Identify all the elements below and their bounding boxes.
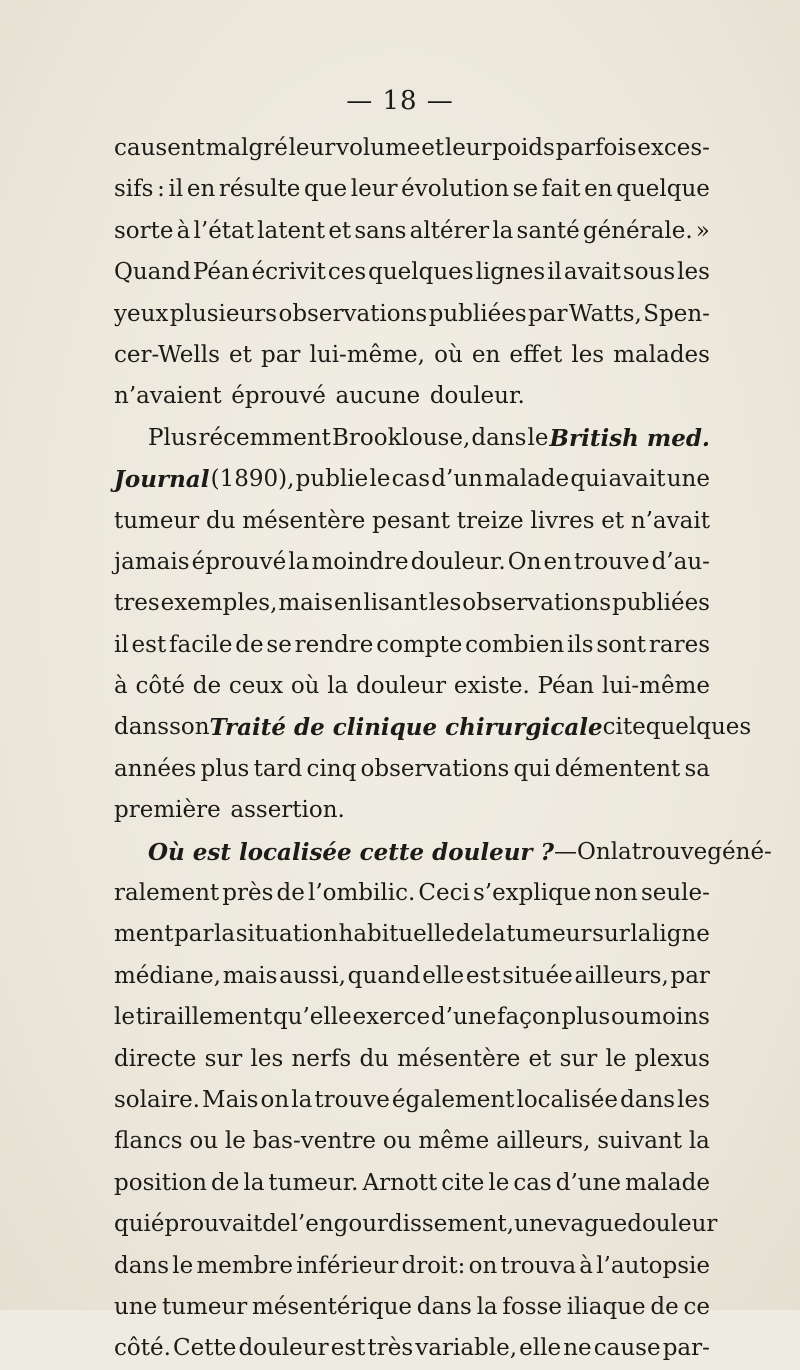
word: non: [594, 880, 638, 907]
word: se: [266, 631, 292, 658]
word: aucune: [335, 383, 421, 410]
word: mais: [222, 962, 278, 989]
word: British med.: [549, 424, 710, 452]
word: Plus: [148, 424, 198, 451]
word: du: [206, 507, 236, 534]
word: par: [260, 341, 301, 368]
word: cite: [441, 1169, 485, 1196]
page-number: — 18 —: [346, 86, 454, 116]
body-text: [114, 128, 772, 1370]
word: les: [250, 1045, 284, 1072]
word: en: [584, 176, 613, 203]
word: mésentère: [397, 1045, 521, 1072]
word: se: [512, 176, 539, 203]
word: moins: [640, 1004, 710, 1031]
word: de: [192, 673, 222, 700]
word: malade: [625, 1169, 710, 1196]
word: Péan: [537, 673, 595, 700]
word: aussi,: [279, 962, 346, 989]
word: la: [243, 1169, 265, 1196]
word: combien: [465, 631, 565, 658]
word: Arnott: [362, 1169, 438, 1196]
word: avait: [563, 259, 621, 286]
word: localisée: [516, 1086, 619, 1113]
word: plus: [200, 755, 250, 782]
word: éprouvé: [231, 383, 326, 410]
word: —: [554, 838, 578, 865]
word: variable,: [415, 1335, 518, 1362]
word: s’explique: [472, 880, 592, 907]
word: suivant: [597, 1128, 682, 1155]
word: cite: [602, 714, 646, 741]
word: ment: [114, 921, 174, 948]
word: générale.: [582, 217, 693, 244]
word: ailleurs,: [496, 1128, 591, 1155]
word: Mais: [202, 1086, 259, 1113]
word: tard: [253, 755, 303, 782]
word: on: [468, 1252, 498, 1279]
word: la: [484, 921, 506, 948]
word: démentent: [554, 755, 681, 782]
word: les: [571, 341, 605, 368]
word: il: [547, 259, 562, 286]
word: de: [211, 1169, 240, 1196]
word: son: [169, 714, 210, 741]
word: géné-: [707, 838, 772, 865]
word: membre: [196, 1252, 293, 1279]
word: de: [455, 921, 485, 948]
word: tumeur: [114, 507, 200, 534]
word: la: [492, 217, 514, 244]
word: assertion.: [230, 797, 345, 824]
word: trouve: [314, 1086, 390, 1113]
word: lignes: [475, 259, 546, 286]
word: la: [476, 1293, 498, 1320]
text-line: [114, 1287, 710, 1328]
word: malade: [484, 466, 570, 493]
word: quelque: [616, 176, 710, 203]
word: yeux: [114, 300, 169, 327]
word: tumeur: [506, 921, 592, 948]
word: en: [543, 548, 572, 575]
word: douleur: [238, 1335, 329, 1362]
word: façon: [496, 1004, 561, 1031]
word: de: [262, 1211, 291, 1238]
word: l’autopsie: [596, 1252, 710, 1279]
word: :: [157, 176, 165, 203]
word: l’état: [193, 217, 255, 244]
word: observations: [278, 300, 428, 327]
word: leur: [444, 135, 492, 161]
word: fosse: [502, 1293, 562, 1320]
word: Quand: [114, 259, 191, 286]
word: cas: [513, 1169, 552, 1196]
word: la: [327, 673, 349, 700]
text-line: [114, 128, 710, 169]
word: lui-même: [601, 673, 710, 700]
word: que: [303, 176, 348, 203]
word: livres: [530, 507, 595, 534]
word: mésentérique: [252, 1293, 413, 1320]
text-line: [114, 1121, 710, 1162]
word: fait: [541, 176, 581, 203]
word: Spen-: [643, 300, 710, 327]
word: Péan: [192, 259, 250, 286]
word: quand: [347, 962, 421, 989]
word: dans: [416, 1293, 472, 1320]
text-line: [114, 832, 772, 873]
word: lisant: [363, 590, 428, 617]
text-line: [114, 1204, 718, 1245]
text-line: [114, 666, 710, 707]
word: tumeur.: [268, 1169, 359, 1196]
word: en: [471, 341, 501, 368]
word: habituelle: [338, 921, 456, 948]
word: sorte: [114, 217, 174, 244]
word: santé: [516, 217, 580, 244]
word: sur: [559, 1045, 598, 1072]
word: latent: [257, 217, 326, 244]
word: ils: [567, 631, 594, 658]
word: les: [677, 1086, 710, 1113]
word: sans: [354, 217, 407, 244]
word: par: [174, 921, 214, 948]
text-line: [114, 169, 710, 210]
word: en: [186, 176, 216, 203]
word: observations: [360, 755, 510, 782]
word: plus: [561, 1004, 611, 1031]
word: sur: [592, 921, 630, 948]
word: Ceci: [418, 880, 470, 907]
text-line: [114, 914, 710, 955]
word: mésentère: [242, 507, 366, 534]
word: côté: [135, 673, 186, 700]
word: à: [114, 673, 128, 700]
word: est: [131, 631, 167, 658]
text-line: [114, 1163, 710, 1204]
word: cas: [391, 466, 431, 493]
word: première: [114, 797, 221, 824]
word: le: [605, 1045, 627, 1072]
word: jamais: [114, 548, 190, 575]
word: qu’elle: [272, 1004, 352, 1031]
word: n’avaient: [114, 383, 222, 410]
word: elle: [422, 962, 465, 989]
word: droit:: [401, 1252, 466, 1279]
word: volume: [336, 135, 421, 161]
word: médiane,: [114, 962, 221, 989]
word: dans: [471, 424, 527, 451]
word: situation: [235, 921, 338, 948]
text-line: [114, 1039, 710, 1080]
word: douleur: [356, 673, 447, 700]
word: elle: [519, 1335, 562, 1362]
word: mais: [278, 590, 334, 617]
word: (1890),: [210, 466, 295, 493]
word: ceux: [228, 673, 284, 700]
word: l’engourdissement,: [290, 1211, 515, 1238]
word: bas-ventre: [252, 1128, 377, 1155]
word: sa: [684, 755, 710, 782]
word: iliaque: [566, 1293, 646, 1320]
word: ou: [610, 1004, 640, 1031]
word: sifs: [114, 176, 154, 203]
word: la: [630, 921, 652, 948]
word: il: [168, 176, 184, 203]
word: tumeur: [161, 1293, 248, 1320]
word: observations: [462, 590, 612, 617]
text-line: [114, 1246, 710, 1287]
text-line: [114, 1080, 710, 1121]
word: années: [114, 755, 197, 782]
word: est: [465, 962, 501, 989]
word: une: [114, 1293, 158, 1320]
word: tres: [114, 590, 160, 617]
word: quelques: [368, 259, 474, 286]
word: la: [214, 921, 236, 948]
word: facile: [169, 631, 233, 658]
word: est: [330, 1335, 366, 1362]
word: avait: [608, 466, 666, 493]
word: moindre: [311, 548, 409, 575]
word: on: [260, 1086, 290, 1113]
word: malgré: [205, 135, 288, 161]
word: une: [666, 466, 710, 493]
word: nerfs: [291, 1045, 352, 1072]
word: Cette: [173, 1335, 237, 1362]
word: il: [114, 631, 129, 658]
word: qui: [570, 466, 608, 493]
word: évolution: [401, 176, 510, 203]
text-line: [114, 501, 710, 542]
word: le: [488, 1169, 510, 1196]
word: d’un: [431, 466, 483, 493]
word: trouve: [573, 548, 650, 575]
word: vague: [557, 1211, 628, 1238]
word: cer-Wells: [114, 341, 220, 368]
word: compte: [376, 631, 463, 658]
word: rendre: [294, 631, 374, 658]
word: quelques: [645, 714, 752, 741]
word: côté.: [114, 1335, 171, 1362]
word: tiraillement: [135, 1004, 273, 1031]
word: qui: [513, 755, 551, 782]
word: douleur: [627, 1211, 718, 1238]
word: malades: [613, 341, 710, 368]
text-line: [114, 583, 710, 624]
word: le: [527, 424, 549, 451]
word: la: [288, 548, 310, 575]
word: flancs: [114, 1128, 183, 1155]
text-line: [114, 873, 710, 914]
word: près: [222, 880, 274, 907]
word: rares: [648, 631, 710, 658]
text-line: [114, 956, 710, 997]
text-line: [114, 707, 752, 748]
word: douleur.: [410, 548, 506, 575]
word: sur: [204, 1045, 243, 1072]
word: exerce: [352, 1004, 431, 1031]
word: parfois: [555, 135, 637, 161]
word: résulte: [218, 176, 301, 203]
word: position: [114, 1169, 207, 1196]
word: Brooklouse,: [332, 424, 471, 451]
text-line: [114, 1328, 710, 1369]
word: solaire.: [114, 1086, 200, 1113]
word: et: [229, 341, 252, 368]
word: une: [514, 1211, 558, 1238]
word: du: [359, 1045, 389, 1072]
word: et: [601, 507, 625, 534]
word: les: [428, 590, 462, 617]
word: altérer: [409, 217, 490, 244]
word: par: [528, 300, 568, 327]
word: seule-: [640, 880, 710, 907]
word: leur: [350, 176, 398, 203]
text-line: [114, 542, 710, 583]
word: douleur.: [429, 383, 525, 410]
word: »: [695, 217, 710, 244]
word: cause: [593, 1335, 661, 1362]
word: par: [670, 962, 710, 989]
word: dans: [114, 1252, 170, 1279]
word: ce: [683, 1293, 710, 1320]
word: où: [290, 673, 320, 700]
text-line: [114, 211, 710, 252]
word: en: [333, 590, 363, 617]
word: ralement: [114, 880, 220, 907]
word: la: [610, 838, 632, 865]
word: trouva: [500, 1252, 577, 1279]
word: ailleurs,: [574, 962, 669, 989]
word: pesant: [372, 507, 451, 534]
word: d’au-: [651, 548, 710, 575]
word: la: [688, 1128, 710, 1155]
word: même: [418, 1128, 490, 1155]
word: n’avait: [630, 507, 710, 534]
word: Traité de clinique chirurgicale: [209, 714, 603, 742]
word: de: [235, 631, 264, 658]
text-line: [114, 294, 710, 335]
word: plusieurs: [169, 300, 278, 327]
word: sous: [622, 259, 676, 286]
word: également: [391, 1086, 515, 1113]
text-line: [114, 625, 710, 666]
word: causent: [114, 135, 205, 161]
word: On: [507, 548, 542, 575]
word: à: [176, 217, 191, 244]
word: d’une: [555, 1169, 621, 1196]
word: très: [367, 1335, 414, 1362]
word: cinq: [306, 755, 357, 782]
word: le: [224, 1128, 246, 1155]
word: Où est localisée cette douleur ?: [148, 838, 555, 866]
word: écrivit: [251, 259, 326, 286]
word: effet: [509, 341, 563, 368]
word: directe: [114, 1045, 197, 1072]
text-line: [114, 790, 710, 831]
word: inférieur: [296, 1252, 399, 1279]
word: leur: [288, 135, 336, 161]
word: dans: [114, 714, 170, 741]
word: située: [502, 962, 573, 989]
word: de: [276, 880, 305, 907]
text-line: [114, 335, 710, 376]
word: l’ombilic.: [307, 880, 416, 907]
word: et: [528, 1045, 552, 1072]
word: le: [114, 1004, 135, 1031]
word: ces: [327, 259, 367, 286]
word: le: [369, 466, 391, 493]
word: qui: [114, 1211, 151, 1238]
word: et: [328, 217, 352, 244]
word: dans: [620, 1086, 676, 1113]
word: On: [577, 838, 611, 865]
word: éprouvait: [150, 1211, 263, 1238]
word: la: [291, 1086, 313, 1113]
text-line: [114, 749, 710, 790]
word: d’une: [430, 1004, 497, 1031]
word: poids: [492, 135, 555, 161]
word: de: [650, 1293, 679, 1320]
word: éprouvé: [191, 548, 287, 575]
word: les: [677, 259, 710, 286]
word: récemment: [198, 424, 331, 451]
word: publie: [295, 466, 369, 493]
word: treize: [456, 507, 524, 534]
word: publiées: [428, 300, 527, 327]
word: par-: [662, 1335, 710, 1362]
word: trouve: [631, 838, 708, 865]
word: où: [434, 341, 463, 368]
word: plexus: [634, 1045, 710, 1072]
word: ou: [189, 1128, 219, 1155]
word: publiées: [611, 590, 710, 617]
word: ou: [382, 1128, 412, 1155]
text-line: [114, 459, 710, 500]
word: Watts,: [568, 300, 642, 327]
text-line: [114, 418, 710, 459]
word: lui-même,: [309, 341, 425, 368]
text-line: [114, 376, 710, 417]
word: ligne: [652, 921, 710, 948]
word: existe.: [453, 673, 530, 700]
word: le: [172, 1252, 194, 1279]
word: ne: [563, 1335, 592, 1362]
text-line: [114, 997, 710, 1038]
word: exemples,: [160, 590, 278, 617]
word: Journal: [114, 466, 210, 494]
text-line: [114, 252, 710, 293]
word: et: [421, 135, 445, 161]
word: à: [579, 1252, 593, 1279]
word: exces-: [637, 135, 710, 161]
word: sont: [596, 631, 647, 658]
